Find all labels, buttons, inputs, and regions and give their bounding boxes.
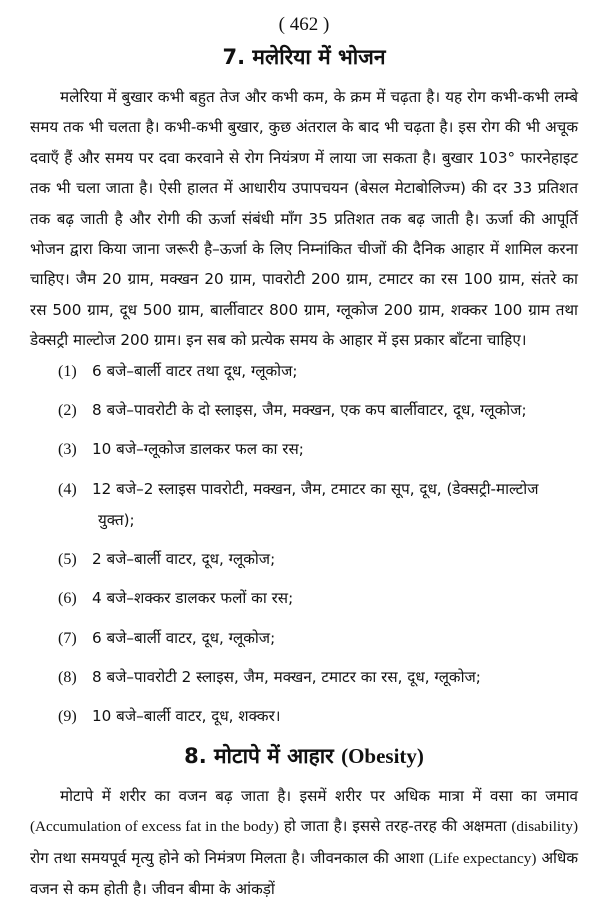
schedule-item [58, 583, 578, 614]
malaria-paragraph: मलेरिया में बुखार कभी बहुत तेज और कभी कम, के क्रम में चढ़ता है। यह रोग कभी-कभी लम्बे समय तक भी चलता है। कभी-कभी बुखार, कुछ अंतराल के बाद भी चढ़ता है। इस रोग की भी अचूक दवाएँ हैं और समय पर दवा करवाने से रोग नियंत्रण में लाया जा सकता है। बुखार 103° फारनेहाइट तक भी चला जाता है। ऐसी हालत में आधारीय उपापचयन (बेसल मेटाबोलिज्म) की दर 33 प्रतिशत तक बढ़ जाती है और रोगी की ऊर्जा संबंधी माँग 35 प्रतिशत तक बढ़ जाती है। ऊर्जा की आपूर्ति भोजन द्वारा किया जाना जरूरी है–ऊर्जा के लिए निम्नांकित चीजों की दैनिक आहार में शामिल करना चाहिए। जैम 20 ग्राम, मक्खन 20 ग्राम, पावरोटी 200 ग्राम, टमाटर का रस 100 ग्राम, संतरे का रस 500 ग्राम, दूध 500 ग्राम, बार्लीवाटर 800 ग्राम, ग्लूकोज 200 ग्राम, शक्कर 100 ग्राम तथा डेक्सट्री माल्टोज 200 ग्राम। इन सब को प्रत्येक समय के आहार में इस प्रकार बाँटना चाहिए। [30, 88, 578, 350]
schedule-item [58, 662, 578, 693]
schedule-item-text: 4 बजे–शक्कर डालकर फलों का रस; [92, 589, 294, 608]
schedule-item [58, 623, 578, 654]
diet-schedule-list [30, 356, 578, 733]
schedule-item-text: 10 बजे–बार्ली वाटर, दूध, शक्कर। [92, 707, 281, 726]
english-term: (disability) [511, 818, 579, 836]
schedule-item-number: (6) [58, 590, 77, 608]
schedule-item [58, 544, 578, 575]
schedule-item-number: (4) [58, 480, 77, 498]
paragraph-run: मोटापे में शरीर का वजन बढ़ जाता है। इसमें शरीर पर अधिक मात्रा में वसा का जमाव [60, 786, 578, 805]
obesity-heading-hindi: 8. मोटापे में आहार [184, 743, 334, 768]
paragraph-run: रोग तथा समयपूर्व मृत्यु होने को निमंत्रण मिलता है। जीवनकाल की आशा [30, 848, 429, 867]
schedule-item-number: (7) [58, 629, 77, 647]
section-heading-malaria: 7. मलेरिया में भोजन [222, 45, 386, 69]
schedule-item-text: 8 बजे–पावरोटी 2 स्लाइस, जैम, मक्खन, टमाटर का रस, दूध, ग्लूकोज; [92, 667, 481, 686]
schedule-item-text: 12 बजे–2 स्लाइस पावरोटी, मक्खन, जैम, टमाटर का सूप, दूध, (डेक्सट्री-माल्टोज युक्त); [92, 479, 539, 530]
page-number: ( 462 ) [278, 14, 330, 35]
section-heading-obesity [30, 741, 578, 771]
schedule-item-number: (9) [58, 708, 77, 726]
english-term: (Life expectancy) [428, 849, 537, 867]
schedule-item [58, 434, 578, 465]
schedule-item-text: 6 बजे–बार्ली वाटर, दूध, ग्लूकोज; [92, 628, 276, 647]
english-term: (Accumulation of excess fat in the body) [30, 818, 279, 836]
schedule-item-text: 2 बजे–बार्ली वाटर, दूध, ग्लूकोज; [92, 549, 276, 568]
schedule-item-text: 8 बजे–पावरोटी के दो स्लाइस, जैम, मक्खन, एक कप बार्लीवाटर, दूध, ग्लूकोज; [92, 401, 527, 420]
schedule-item-number: (5) [58, 550, 77, 568]
schedule-item [58, 395, 578, 426]
schedule-item [58, 474, 578, 536]
obesity-paragraph [30, 781, 578, 905]
schedule-item-number: (2) [58, 402, 77, 420]
schedule-item [58, 701, 578, 732]
schedule-item [58, 356, 578, 387]
schedule-item-text: 6 बजे–बार्ली वाटर तथा दूध, ग्लूकोज; [92, 361, 298, 380]
paragraph-run: अधिक वजन से कम होती है। जीवन बीमा के आंकड़ों [30, 848, 578, 898]
schedule-item-number: (8) [58, 668, 77, 686]
schedule-item-number: (3) [58, 441, 77, 459]
schedule-item-number: (1) [58, 362, 77, 380]
schedule-item-text: 10 बजे–ग्लूकोज डालकर फल का रस; [92, 440, 304, 459]
paragraph-run: हो जाता है। इससे तरह-तरह की अक्षमता [278, 817, 512, 836]
obesity-heading-english: (Obesity) [341, 743, 424, 768]
